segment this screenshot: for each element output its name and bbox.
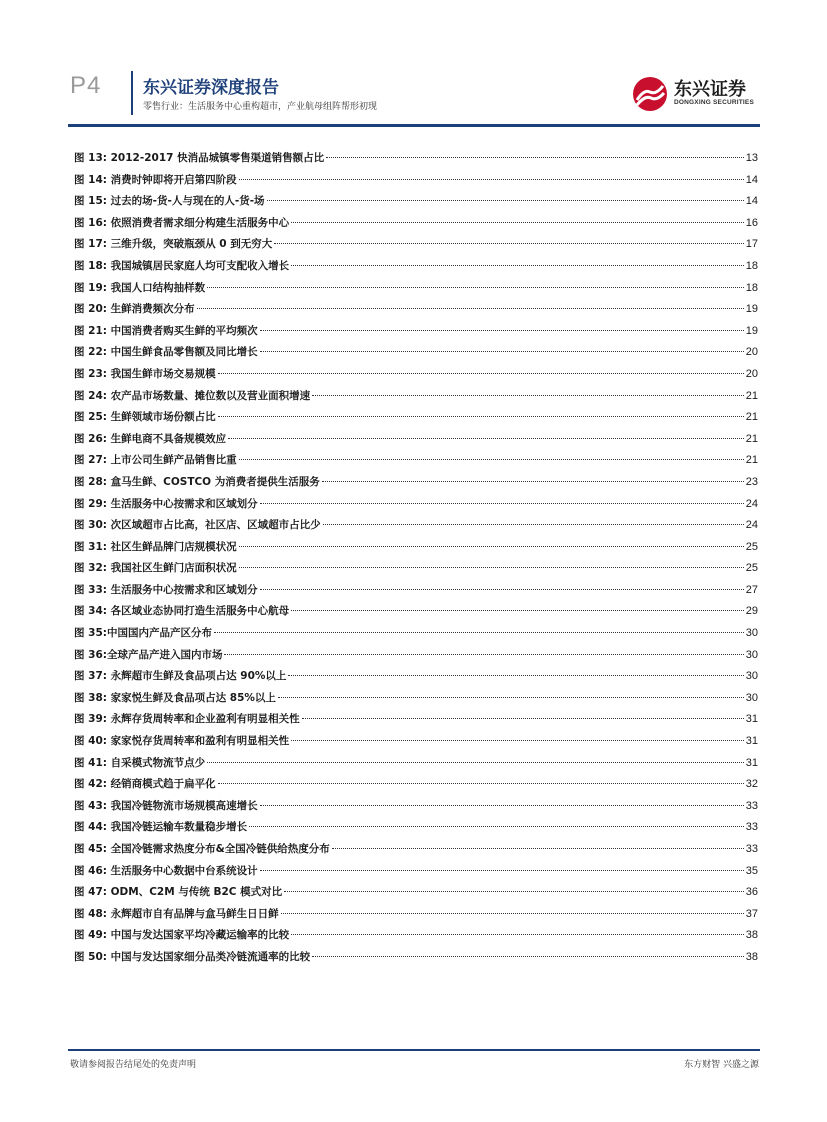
toc-leader-dots	[284, 891, 744, 892]
toc-entry[interactable]	[74, 625, 758, 647]
toc-entry-label: 图 21: 中国消费者购买生鲜的平均频次	[74, 324, 258, 337]
toc-leader-dots	[260, 503, 744, 504]
toc-leader-dots	[218, 783, 744, 784]
toc-entry-label: 图 27: 上市公司生鲜产品销售比重	[74, 454, 237, 467]
toc-leader-dots	[291, 222, 744, 223]
footer-slogan: 东方财智 兴盛之源	[684, 1060, 759, 1070]
toc-entry-page: 30	[745, 691, 758, 704]
toc-leader-dots	[288, 675, 743, 676]
toc-leader-dots	[260, 805, 744, 806]
toc-entry-page: 33	[745, 799, 758, 812]
toc-entry-label: 图 37: 永辉超市生鲜及食品项占达 90%以上	[74, 670, 287, 683]
toc-entry[interactable]	[74, 647, 758, 669]
toc-entry-label: 图 50: 中国与发达国家细分品类冷链流通率的比较	[74, 950, 311, 963]
toc-entry-page: 33	[745, 821, 758, 834]
toc-entry-label: 图 48: 永辉超市自有品牌与盒马鲜生日日鲜	[74, 907, 279, 920]
toc-entry-page: 18	[745, 259, 758, 272]
toc-entry[interactable]	[74, 431, 758, 453]
toc-entry-label: 图 47: ODM、C2M 与传统 B2C 模式对比	[74, 886, 283, 899]
toc-entry[interactable]	[74, 776, 758, 798]
toc-entry-label: 图 22: 中国生鲜食品零售额及同比增长	[74, 346, 258, 359]
toc-leader-dots	[214, 632, 744, 633]
toc-entry[interactable]	[74, 474, 758, 496]
toc-entry[interactable]	[74, 236, 758, 258]
toc-entry-label: 图 24: 农产品市场数量、摊位数以及营业面积增速	[74, 389, 311, 402]
toc-entry-page: 29	[745, 605, 758, 618]
toc-entry-page: 14	[745, 173, 758, 186]
disclaimer-note: 敬请参阅报告结尾处的免责声明	[70, 1060, 197, 1070]
toc-leader-dots	[218, 416, 744, 417]
toc-entry-page: 18	[745, 281, 758, 294]
toc-entry-label: 图 41: 自采模式物流节点少	[74, 756, 206, 769]
toc-entry[interactable]	[74, 280, 758, 302]
toc-entry-page: 17	[745, 238, 758, 251]
toc-entry[interactable]	[74, 690, 758, 712]
toc-entry-label: 图 31: 社区生鲜品牌门店规模状况	[74, 540, 237, 553]
toc-entry-page: 16	[745, 216, 758, 229]
toc-entry-label: 图 15: 过去的场-货-人与现在的人-货-场	[74, 195, 265, 208]
toc-entry[interactable]	[74, 323, 758, 345]
toc-entry-label: 图 39: 永辉存货周转率和企业盈利有明显相关性	[74, 713, 300, 726]
toc-entry[interactable]	[74, 733, 758, 755]
toc-entry-label: 图 20: 生鲜消费频次分布	[74, 303, 195, 316]
toc-leader-dots	[281, 913, 744, 914]
toc-entry-page: 37	[745, 907, 758, 920]
toc-entry-label: 图 43: 我国冷链物流市场规模高速增长	[74, 799, 258, 812]
toc-leader-dots	[207, 762, 744, 763]
toc-entry-page: 23	[745, 475, 758, 488]
toc-entry-label: 图 46: 生活服务中心数据中台系统设计	[74, 864, 258, 877]
dongxing-logo	[630, 76, 760, 112]
toc-entry-label: 图 28: 盒马生鲜、COSTCO 为消费者提供生活服务	[74, 475, 320, 488]
dongxing-logo-icon	[630, 76, 670, 112]
toc-entry[interactable]	[74, 517, 758, 539]
toc-leader-dots	[260, 330, 744, 331]
toc-entry-page: 32	[745, 778, 758, 791]
toc-entry-page: 21	[745, 411, 758, 424]
logo-name: 东兴证券	[674, 79, 746, 100]
toc-entry-label: 图 40: 家家悦存货周转率和盈利有明显相关性	[74, 735, 290, 748]
toc-leader-dots	[274, 243, 744, 244]
toc-entry-page: 13	[745, 152, 758, 164]
toc-entry-label: 图 18: 我国城镇居民家庭人均可支配收入增长	[74, 259, 290, 272]
toc-entry-page: 21	[745, 432, 758, 445]
toc-entry-page: 38	[745, 950, 758, 963]
toc-leader-dots	[312, 395, 744, 396]
toc-entry-page: 24	[745, 497, 758, 510]
toc-entry-label: 图 17: 三维升级，突破瓶颈从 0 到无穷大	[74, 238, 273, 251]
report-subtitle: 零售行业：生活服务中心重构超市，产业航母组阵帮形初现	[143, 102, 378, 112]
toc-leader-dots	[228, 438, 744, 439]
footer-rule	[68, 1049, 760, 1051]
toc-entry[interactable]	[74, 798, 758, 820]
toc-leader-dots	[239, 179, 744, 180]
toc-entry-label: 图 45: 全国冷链需求热度分布&全国冷链供给热度分布	[74, 843, 330, 855]
toc-entry[interactable]	[74, 927, 758, 949]
toc-entry-page: 14	[745, 195, 758, 208]
toc-leader-dots	[224, 654, 743, 655]
toc-entry-page: 19	[745, 324, 758, 337]
toc-entry-page: 20	[745, 346, 758, 359]
toc-entry-page: 25	[745, 540, 758, 553]
toc-entry-page: 31	[745, 756, 758, 769]
toc-leader-dots	[291, 265, 744, 266]
toc-entry[interactable]	[74, 258, 758, 280]
toc-leader-dots	[291, 934, 744, 935]
toc-entry-page: 21	[745, 389, 758, 402]
toc-leader-dots	[260, 351, 744, 352]
toc-entry-page: 25	[745, 562, 758, 575]
toc-entry[interactable]	[74, 668, 758, 690]
toc-entry-page: 19	[745, 303, 758, 316]
toc-leader-dots	[326, 157, 744, 158]
report-title: 东兴证券深度报告	[143, 78, 279, 98]
toc-leader-dots	[267, 200, 744, 201]
toc-entry-label: 图 19: 我国人口结构抽样数	[74, 281, 206, 294]
toc-entry-label: 图 29: 生活服务中心按需求和区域划分	[74, 497, 258, 510]
toc-entry-page: 36	[745, 886, 758, 899]
toc-entry[interactable]	[74, 819, 758, 841]
toc-entry[interactable]	[74, 906, 758, 928]
toc-entry-label: 图 34: 各区域业态协同打造生活服务中心航母	[74, 605, 290, 618]
toc-entry-label: 图 32: 我国社区生鲜门店面积状况	[74, 562, 237, 575]
toc-entry[interactable]	[74, 884, 758, 906]
toc-entry-label: 图 25: 生鲜领域市场份额占比	[74, 411, 216, 424]
toc-entry[interactable]	[74, 560, 758, 582]
toc-entry[interactable]	[74, 193, 758, 215]
toc-entry-label: 图 49: 中国与发达国家平均冷藏运输率的比较	[74, 929, 290, 942]
toc-leader-dots	[323, 524, 744, 525]
toc-entry[interactable]	[74, 841, 758, 863]
toc-entry-page: 31	[745, 713, 758, 726]
toc-entry-page: 21	[745, 454, 758, 467]
toc-entry[interactable]	[74, 711, 758, 733]
toc-entry[interactable]	[74, 582, 758, 604]
toc-leader-dots	[218, 373, 744, 374]
toc-leader-dots	[312, 956, 744, 957]
toc-leader-dots	[291, 610, 744, 611]
toc-leader-dots	[260, 589, 744, 590]
toc-entry-label: 图 36:全球产品产进入国内市场	[74, 648, 223, 661]
toc-entry[interactable]	[74, 755, 758, 777]
toc-entry[interactable]	[74, 366, 758, 388]
toc-entry[interactable]	[74, 949, 758, 971]
toc-entry-page: 27	[745, 583, 758, 596]
toc-entry-page: 33	[745, 843, 758, 855]
toc-entry-label: 图 26: 生鲜电商不具备规模效应	[74, 432, 227, 445]
toc-entry-label: 图 14: 消费时钟即将开启第四阶段	[74, 173, 237, 186]
toc-entry-page: 30	[745, 627, 758, 640]
toc-entry-page: 24	[745, 519, 758, 532]
toc-leader-dots	[291, 740, 744, 741]
toc-entry[interactable]	[74, 539, 758, 561]
toc-leader-dots	[302, 718, 744, 719]
toc-entry[interactable]	[74, 301, 758, 323]
toc-leader-dots	[239, 567, 744, 568]
toc-entry-label: 图 13: 2012-2017 快消品城镇零售渠道销售额占比	[74, 152, 325, 164]
toc-entry-label: 图 30: 次区域超市占比高，社区店、区域超市占比少	[74, 519, 321, 532]
toc-entry-label: 图 23: 我国生鲜市场交易规模	[74, 367, 216, 380]
toc-leader-dots	[332, 848, 744, 849]
toc-entry[interactable]	[74, 603, 758, 625]
toc-entry[interactable]	[74, 388, 758, 410]
page-number: P4	[70, 72, 102, 99]
toc-leader-dots	[207, 287, 744, 288]
header-divider	[131, 71, 133, 115]
toc-entry-label: 图 38: 家家悦生鲜及食品项占达 85%以上	[74, 691, 276, 704]
toc-entry[interactable]	[74, 496, 758, 518]
toc-entry-page: 31	[745, 735, 758, 748]
toc-entry-label: 图 42: 经销商模式趋于扁平化	[74, 778, 216, 791]
toc-entry[interactable]	[74, 344, 758, 366]
header-rule	[68, 124, 760, 127]
toc-entry[interactable]	[74, 215, 758, 237]
toc-leader-dots	[239, 546, 744, 547]
toc-entry[interactable]	[74, 409, 758, 431]
toc-entry-page: 35	[745, 864, 758, 877]
toc-entry[interactable]	[74, 150, 758, 172]
toc-entry-label: 图 44: 我国冷链运输车数量稳步增长	[74, 821, 248, 834]
toc-entry-page: 30	[745, 648, 758, 661]
toc-entry[interactable]	[74, 452, 758, 474]
toc-leader-dots	[278, 697, 744, 698]
toc-leader-dots	[322, 481, 744, 482]
toc-leader-dots	[249, 826, 744, 827]
toc-leader-dots	[260, 870, 744, 871]
toc-entry-label: 图 16: 依照消费者需求细分构建生活服务中心	[74, 216, 290, 229]
toc-entry-label: 图 35:中国国内产品产区分布	[74, 627, 212, 640]
toc-entry-page: 38	[745, 929, 758, 942]
figure-index	[74, 150, 758, 971]
toc-entry-page: 20	[745, 367, 758, 380]
toc-entry[interactable]	[74, 863, 758, 885]
toc-entry-label: 图 33: 生活服务中心按需求和区域划分	[74, 583, 258, 596]
toc-leader-dots	[197, 308, 744, 309]
logo-english: DONGXING SECURITIES	[674, 99, 755, 106]
toc-entry-page: 30	[745, 670, 758, 683]
toc-entry[interactable]	[74, 172, 758, 194]
toc-leader-dots	[239, 459, 744, 460]
